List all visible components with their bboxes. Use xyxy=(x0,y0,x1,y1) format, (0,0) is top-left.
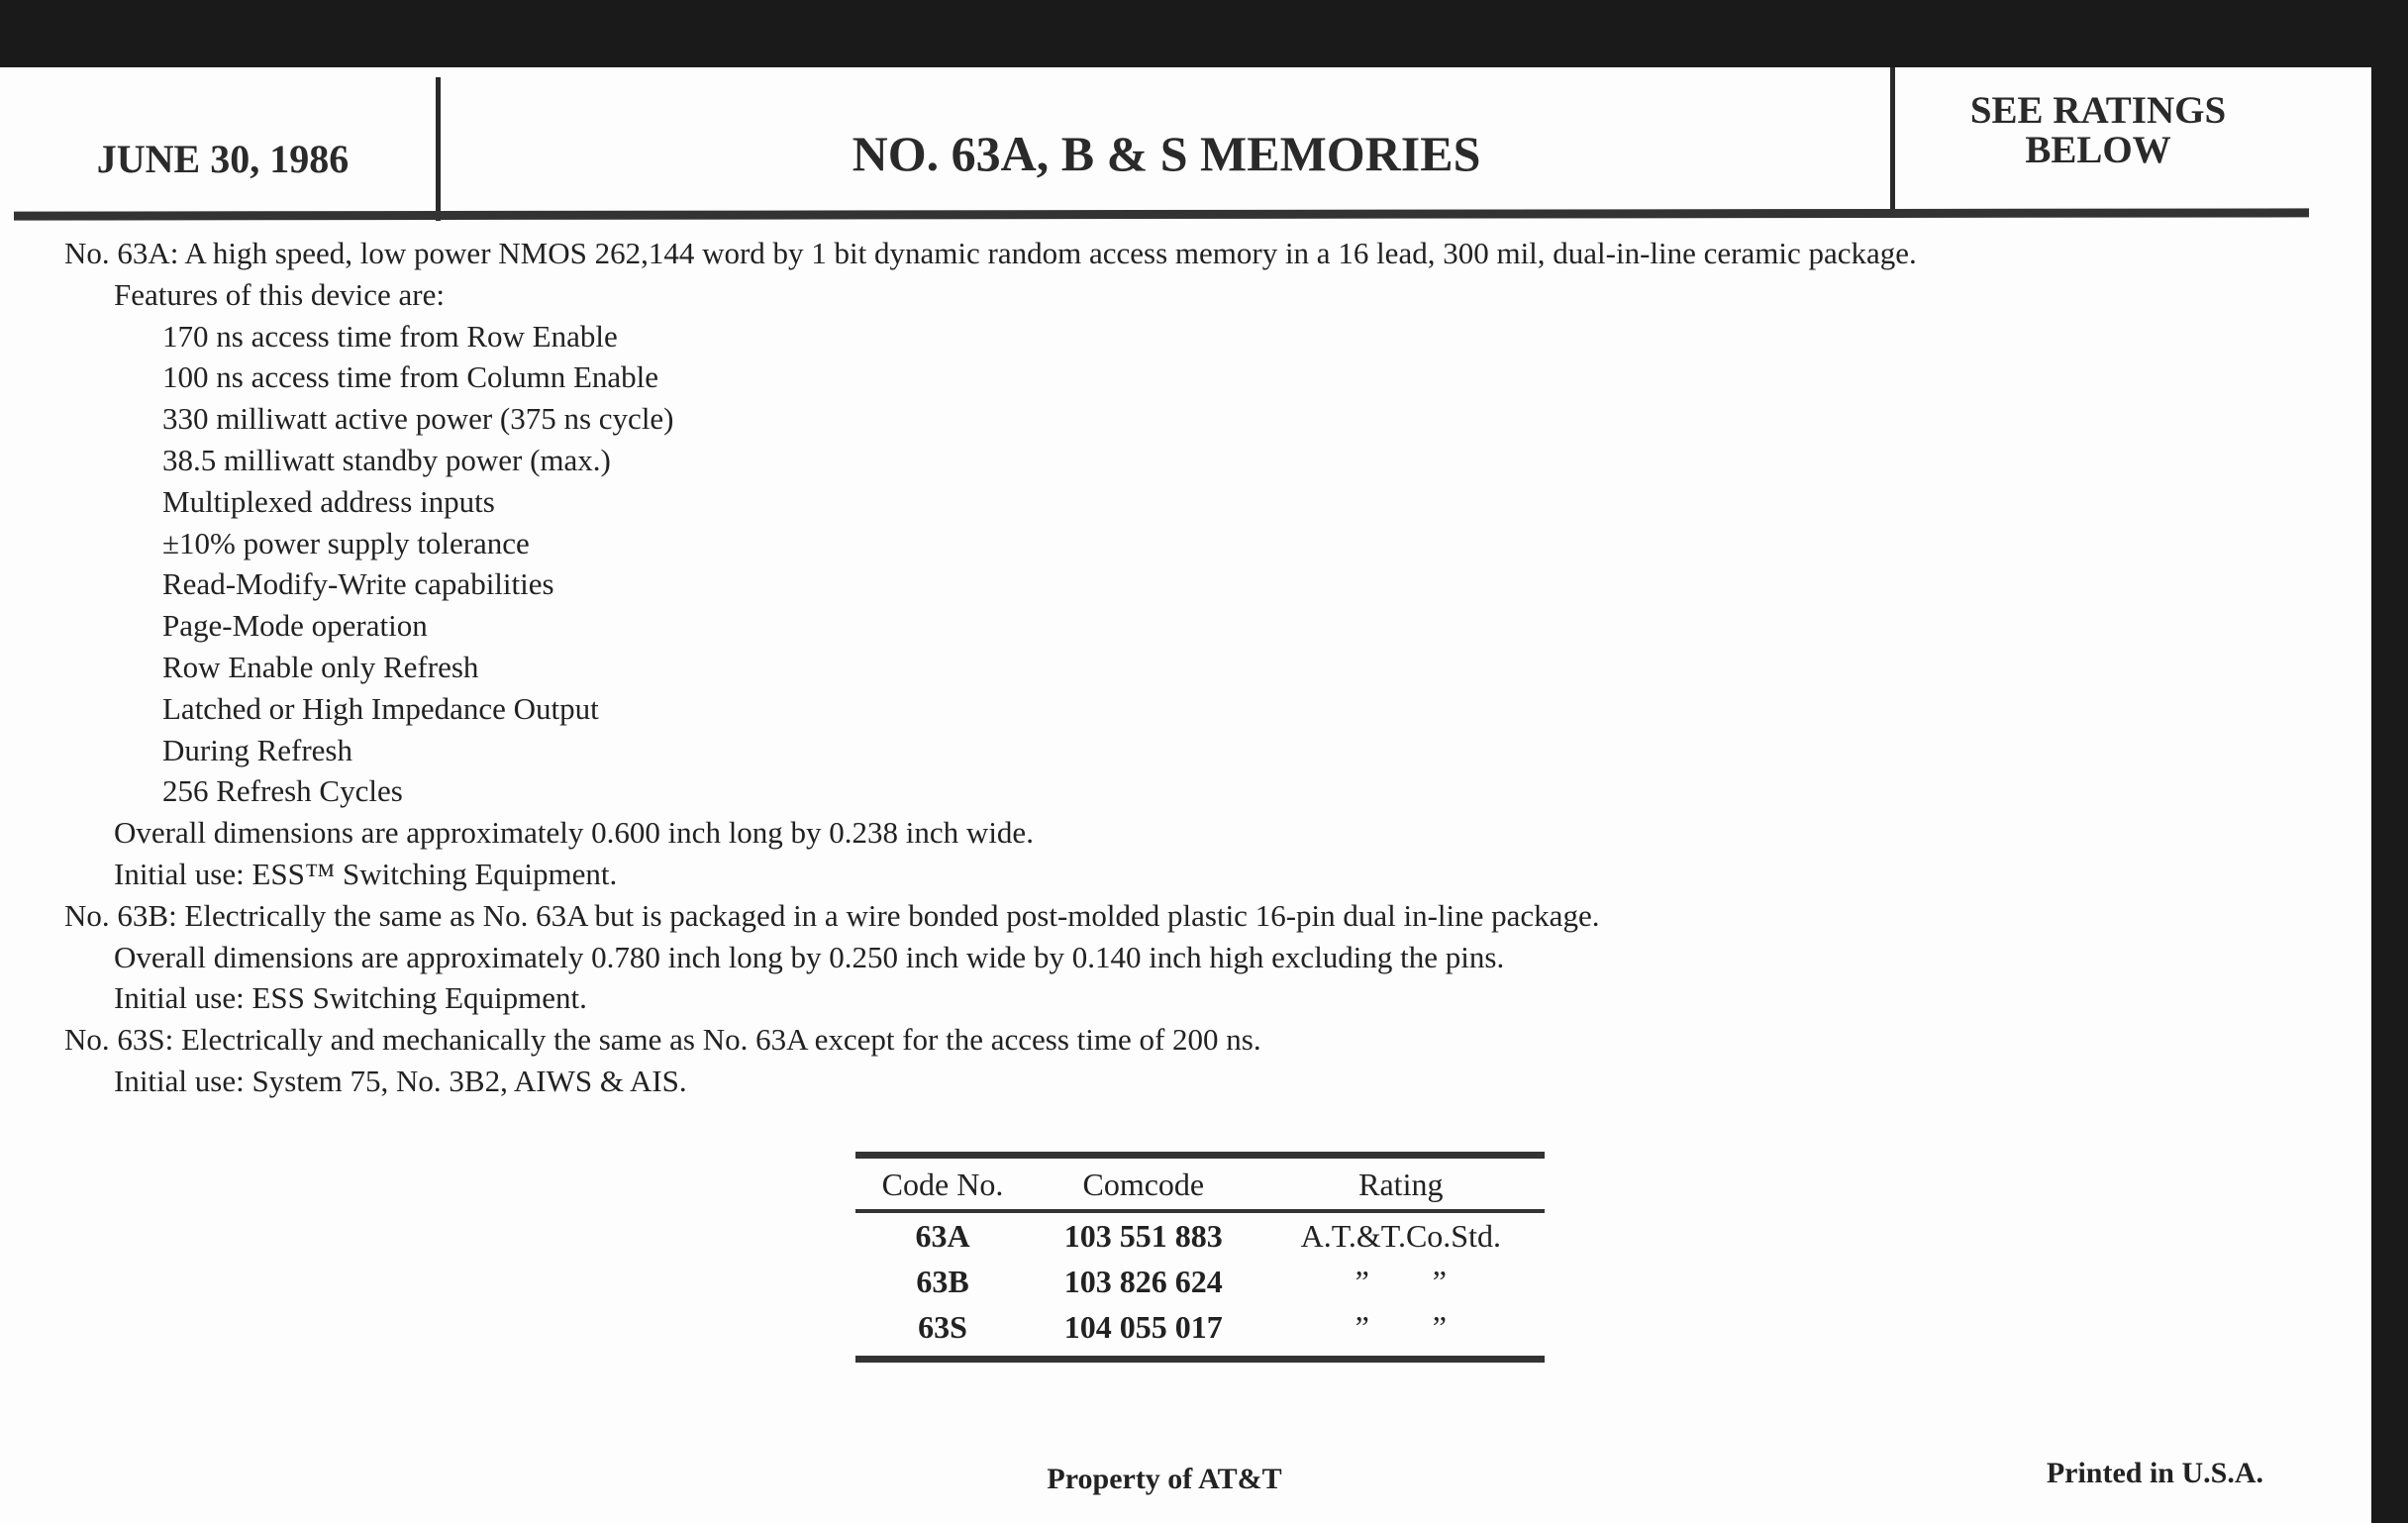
rating-cell: ” ” xyxy=(1257,1304,1545,1360)
body-line: Latched or High Impedance Output xyxy=(162,690,599,726)
body-line: Initial use: ESS Switching Equipment. xyxy=(114,980,587,1016)
body-line: During Refresh xyxy=(162,732,352,767)
body-line: No. 63S: Electrically and mechanically the same as No. 63A except for the access time of 200 ns. xyxy=(64,1022,1261,1058)
ratings-table xyxy=(855,1152,1545,1363)
body-line: Features of this device are: xyxy=(114,276,445,312)
body-line: Read-Modify-Write capabilities xyxy=(162,566,554,602)
rating-cell: A.T.&T.Co.Std. xyxy=(1300,1218,1501,1254)
header-ratings-line: BELOW xyxy=(2025,129,2171,171)
body-line: 170 ns access time from Row Enable xyxy=(162,318,618,354)
body-line: 38.5 milliwatt standby power (max.) xyxy=(162,443,611,477)
table-row xyxy=(855,1304,1545,1360)
column-header: Code No. xyxy=(855,1156,1030,1212)
code-cell: 63B xyxy=(916,1264,969,1299)
header-title: NO. 63A, B & S MEMORIES xyxy=(852,126,1481,181)
body-line: 256 Refresh Cycles xyxy=(162,773,403,809)
body-line: ±10% power supply tolerance xyxy=(162,525,530,560)
body-line: Initial use: ESS™ Switching Equipment. xyxy=(114,857,618,891)
header-ratings xyxy=(1895,91,2301,170)
code-cell: 63A xyxy=(915,1218,970,1254)
table-row xyxy=(855,1259,1545,1304)
footer-property: Property of AT&T xyxy=(1047,1463,1282,1495)
column-header: Rating xyxy=(1257,1156,1545,1212)
body-line: Page-Mode operation xyxy=(162,608,428,644)
header-date: JUNE 30, 1986 xyxy=(96,137,350,181)
body-line: No. 63A: A high speed, low power NMOS 262,144 word by 1 bit dynamic random access memory in a 16 lead, 300 mil, dual-in-line ceramic package. xyxy=(64,236,1917,270)
body-line: No. 63B: Electrically the same as No. 63A but is packaged in a wire bonded post-molded plastic 16-pin dual in-line package. xyxy=(64,897,1600,933)
footer-printed: Printed in U.S.A. xyxy=(2046,1457,2263,1489)
body-line: Initial use: System 75, No. 3B2, AIWS & AIS. xyxy=(114,1064,687,1098)
comcode-cell: 104 055 017 xyxy=(1030,1304,1257,1360)
header-ratings-line: SEE RATINGS xyxy=(1969,89,2227,132)
body-line: Overall dimensions are approximately 0.780 inch long by 0.250 inch wide by 0.140 inch high excluding the pins. xyxy=(114,939,1505,974)
table-header-row xyxy=(855,1156,1545,1212)
body-line: Multiplexed address inputs xyxy=(162,483,495,519)
rating-cell: ” ” xyxy=(1354,1264,1447,1299)
comcode-cell: 103 551 883 xyxy=(1063,1218,1223,1254)
code-cell: 63S xyxy=(855,1304,1030,1360)
body-line: Overall dimensions are approximately 0.600 inch long by 0.238 inch wide. xyxy=(114,815,1034,851)
body-line: 100 ns access time from Column Enable xyxy=(162,359,659,395)
table-row xyxy=(855,1211,1545,1259)
body-line: 330 milliwatt active power (375 ns cycle) xyxy=(162,401,674,437)
comcode-cell: 103 826 624 xyxy=(1063,1264,1223,1299)
column-header: Comcode xyxy=(1030,1156,1257,1212)
body-line: Row Enable only Refresh xyxy=(162,650,479,684)
